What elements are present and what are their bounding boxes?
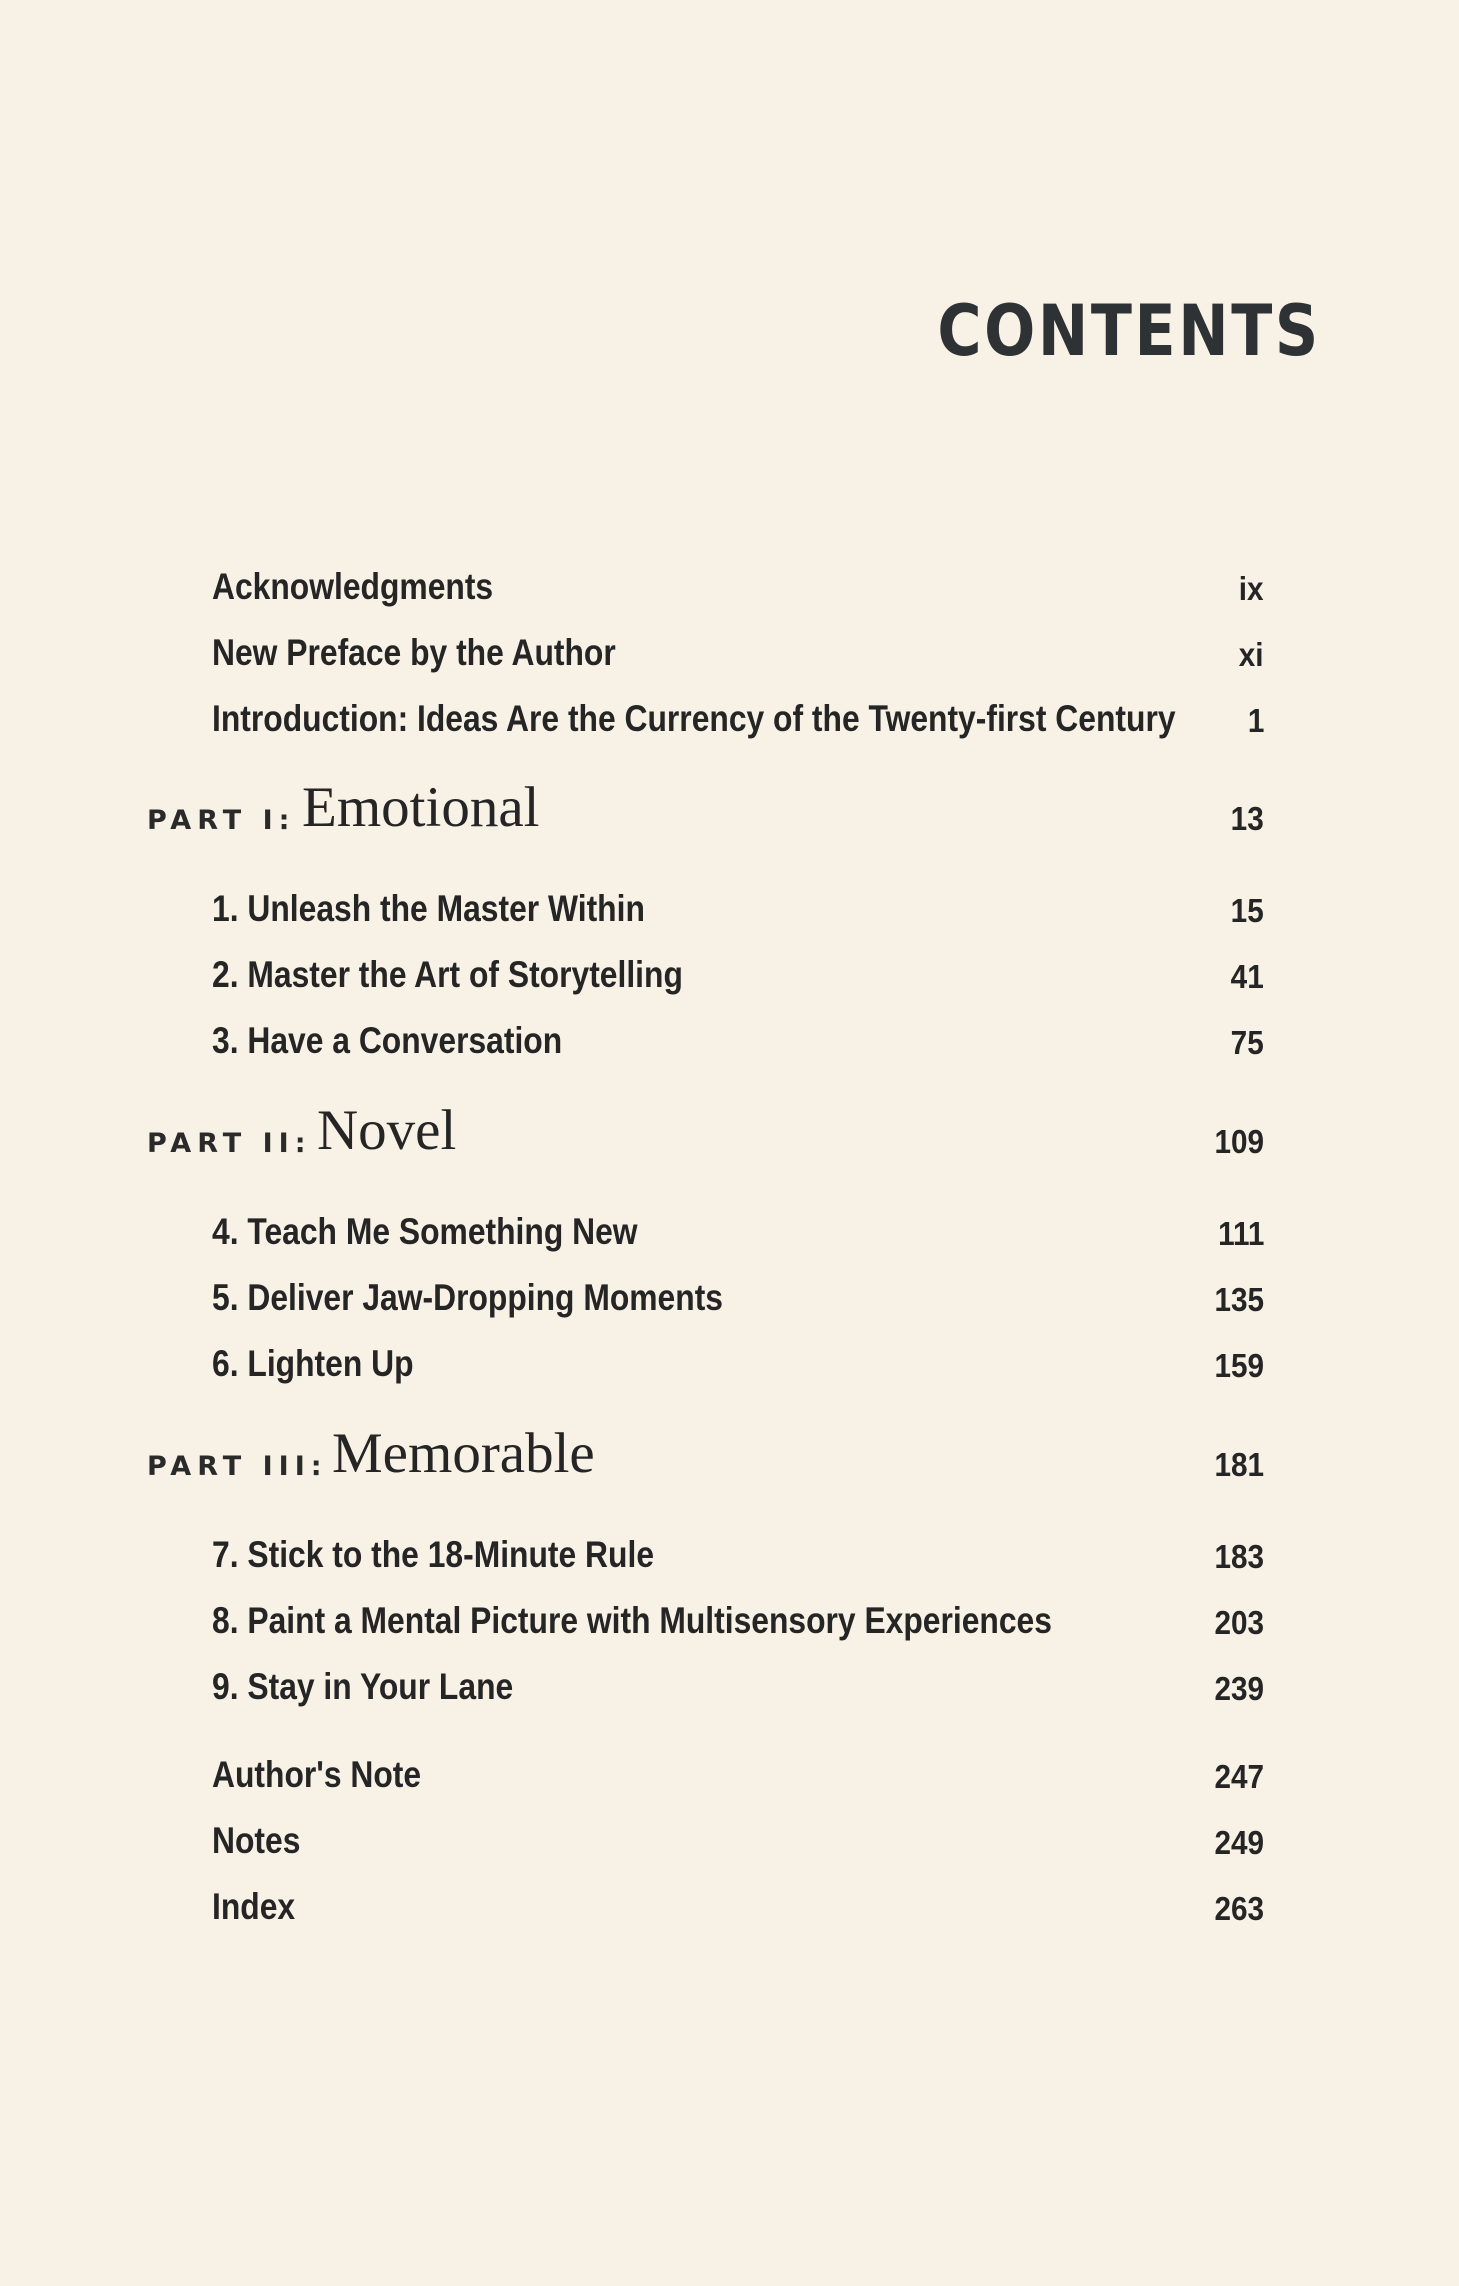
toc-entry-label: 7. Stick to the 18-Minute Rule (212, 1534, 655, 1575)
toc-chapter-7[interactable] (212, 1516, 1264, 1576)
toc-entry-page: xi (1239, 636, 1264, 673)
toc-entry-page: 203 (1214, 1604, 1264, 1641)
toc-entry-page: 41 (1230, 958, 1264, 995)
toc-entry-label: New Preface by the Author (212, 632, 616, 673)
toc-entry-label: Index (212, 1886, 296, 1927)
toc-entry-page: 247 (1214, 1758, 1264, 1795)
toc-entry-label: Notes (212, 1820, 301, 1861)
toc-chapter-9[interactable] (212, 1648, 1264, 1708)
toc-entry-page: 111 (1217, 1215, 1264, 1252)
part-page: 109 (1214, 1123, 1264, 1160)
toc-part-3[interactable] (147, 1418, 1264, 1488)
toc-entry-label: 3. Have a Conversation (212, 1020, 563, 1061)
part-name: Memorable (332, 1422, 595, 1485)
toc-entry-page: 75 (1230, 1024, 1264, 1061)
toc-chapter-3[interactable] (212, 1002, 1264, 1062)
part-page: 181 (1214, 1446, 1264, 1483)
toc-chapter-8[interactable] (212, 1582, 1264, 1642)
toc-entry-label: Author's Note (212, 1754, 422, 1795)
toc-entry-page: 1 (1247, 702, 1264, 739)
toc-entry-label: 5. Deliver Jaw-Dropping Moments (212, 1277, 723, 1318)
toc-entry-page: 263 (1214, 1890, 1264, 1927)
toc-entry-label: 8. Paint a Mental Picture with Multisensory Experiences (212, 1600, 1052, 1641)
toc-entry-label: 1. Unleash the Master Within (212, 888, 645, 929)
toc-chapter-6[interactable] (212, 1325, 1264, 1385)
toc-chapter-1[interactable] (212, 870, 1264, 930)
toc-entry-page: 239 (1214, 1670, 1264, 1707)
part-prefix: PART II: (147, 1128, 312, 1159)
toc-part-1[interactable] (147, 772, 1264, 842)
toc-entry-page: 135 (1214, 1281, 1264, 1318)
toc-entry-label: Introduction: Ideas Are the Currency of the Twenty-first Century (212, 698, 1176, 739)
toc-entry-label: 2. Master the Art of Storytelling (212, 954, 683, 995)
toc-entry-introduction[interactable] (212, 680, 1264, 740)
toc-chapter-4[interactable] (212, 1193, 1264, 1253)
part-page: 13 (1230, 800, 1264, 837)
toc-entry-page: 15 (1230, 892, 1264, 929)
toc-entry-preface[interactable] (212, 614, 1264, 674)
page-title: CONTENTS (937, 290, 1321, 372)
toc-entry-index[interactable] (212, 1868, 1264, 1928)
toc-chapter-2[interactable] (212, 936, 1264, 996)
toc-entry-label: Acknowledgments (212, 566, 494, 607)
part-name: Novel (317, 1099, 457, 1162)
toc-entry-label: 6. Lighten Up (212, 1343, 414, 1384)
part-prefix: PART III: (147, 1451, 328, 1482)
toc-entry-acknowledgments[interactable] (212, 548, 1264, 608)
toc-entry-page: 183 (1214, 1538, 1264, 1575)
toc-part-2[interactable] (147, 1095, 1264, 1165)
toc-entry-page: 159 (1214, 1347, 1264, 1384)
part-name: Emotional (302, 776, 540, 839)
toc-entry-authors-note[interactable] (212, 1736, 1264, 1796)
toc-entry-label: 9. Stay in Your Lane (212, 1666, 514, 1707)
toc-entry-label: 4. Teach Me Something New (212, 1211, 638, 1252)
toc-chapter-5[interactable] (212, 1259, 1264, 1319)
toc-entry-notes[interactable] (212, 1802, 1264, 1862)
toc-entry-page: ix (1239, 570, 1264, 607)
toc-entry-page: 249 (1214, 1824, 1264, 1861)
part-prefix: PART I: (147, 805, 296, 836)
